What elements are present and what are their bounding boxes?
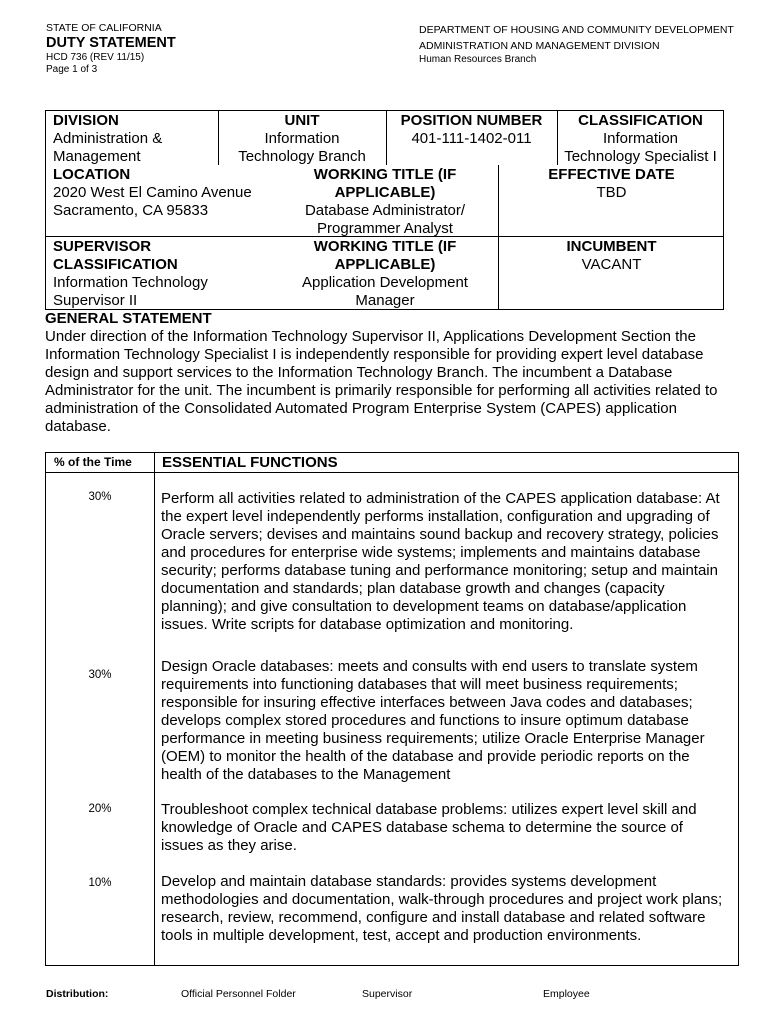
- function-line: Perform all activities related to administration of the CAPES application database: At: [161, 490, 720, 507]
- header-right: [419, 22, 734, 66]
- general-statement-line: Administrator for the unit. The incumbent is primarily responsible for performing all activities related to: [45, 382, 718, 399]
- incumbent-cell: [499, 238, 724, 274]
- incumbent-label: INCUMBENT: [566, 238, 657, 255]
- working-title-value-line1: Database Administrator/: [304, 202, 466, 219]
- branch-name: Human Resources Branch: [419, 54, 537, 65]
- division-label: DIVISION: [53, 112, 119, 129]
- general-statement-line: administration of the Consolidated Automated Program Enterprise System (CAPES) application: [45, 400, 677, 417]
- manager-title-value-line1: Application Development: [302, 274, 468, 291]
- location-value-line1: 2020 West El Camino Avenue: [53, 184, 252, 201]
- division-name: ADMINISTRATION AND MANAGEMENT DIVISION: [419, 40, 660, 52]
- position-number-cell: [386, 112, 557, 148]
- header-left: [46, 22, 176, 76]
- function-line: and procedures for enterprise wide systems; implements and maintains database: [161, 544, 701, 561]
- incumbent-value: VACANT: [581, 256, 642, 273]
- unit-value-line2: Technology Branch: [238, 148, 366, 165]
- function-line: Oracle servers; devises and maintains sound backup and recovery strategy, policies: [161, 526, 719, 543]
- location-label: LOCATION: [53, 166, 131, 183]
- function-line: planning); and give consultation to development teams on database/application: [161, 598, 687, 615]
- function-line: develops complex stored procedures and functions to insure optimum database: [161, 712, 689, 729]
- state-label: STATE OF CALIFORNIA: [46, 22, 162, 34]
- essential-functions-table: [45, 452, 739, 966]
- function-description: [161, 490, 733, 634]
- distribution-supervisor: Supervisor: [362, 988, 413, 1000]
- general-statement: [45, 310, 735, 436]
- classification-value-line1: Information: [602, 130, 679, 147]
- general-statement-line: database.: [45, 418, 111, 435]
- effective-date-label: EFFECTIVE DATE: [548, 166, 675, 183]
- supervisor-label-line2: CLASSIFICATION: [53, 256, 178, 273]
- working-title-value-line2: Programmer Analyst: [317, 220, 453, 237]
- function-line: Troubleshoot complex technical database problems: utilizes expert level skill and: [161, 801, 697, 818]
- classification-value-line2: Technology Specialist I: [564, 148, 717, 165]
- position-number-value: 401-111-1402-011: [411, 130, 532, 147]
- function-line: security; performs database tuning and performance monitoring; setup and maintain: [161, 562, 718, 579]
- function-line: knowledge of Oracle and CAPES database schema to determine the source of: [161, 819, 683, 836]
- distribution-opf: Official Personnel Folder: [181, 988, 296, 1000]
- effective-date-value: TBD: [596, 184, 627, 201]
- position-info-grid: [45, 110, 724, 310]
- form-number: HCD 736 (REV 11/15): [46, 52, 145, 63]
- function-description: [161, 658, 733, 784]
- document-title: DUTY STATEMENT: [46, 35, 176, 51]
- working-title-label-line1: WORKING TITLE (IF: [313, 166, 457, 183]
- manager-title-label-line1: WORKING TITLE (IF: [313, 238, 457, 255]
- classification-cell: [557, 112, 724, 166]
- function-description: [161, 873, 733, 945]
- function-line: the expert level independently performs installation, configuration and upgrading of: [161, 508, 710, 525]
- function-line: research, review, recommend, configure and install database and related software: [161, 909, 706, 926]
- percent-time-header: % of the Time: [54, 455, 132, 469]
- function-description: [161, 801, 733, 855]
- function-line: documentation and standards; plan database growth and changes (capacity: [161, 580, 665, 597]
- function-line: responsible for insuring effective interfaces between Java codes and databases;: [161, 694, 693, 711]
- function-percent: 20%: [88, 803, 112, 815]
- distribution-employee: Employee: [543, 988, 590, 1000]
- working-title-cell: [271, 166, 499, 238]
- general-statement-line: Under direction of the Information Technology Supervisor II, Applications Development Section the: [45, 328, 696, 345]
- function-line: issues as they arise.: [161, 837, 297, 854]
- function-line: methodologies and documentation, walk-through procedures and project work plans;: [161, 891, 723, 908]
- unit-value-line1: Information: [264, 130, 340, 147]
- division-value-line1: Administration &: [53, 130, 163, 147]
- general-statement-line: design and support services to the Information Technology Branch. The incumbent a Database: [45, 364, 673, 381]
- function-percent: 30%: [88, 491, 112, 503]
- essential-functions-header: ESSENTIAL FUNCTIONS: [162, 454, 338, 471]
- classification-label: CLASSIFICATION: [578, 112, 703, 129]
- column-divider: [154, 453, 155, 965]
- function-line: performance in meeting business requirements; utilize Oracle Enterprise Manager: [161, 730, 705, 747]
- manager-title-label-line2: APPLICABLE): [334, 256, 436, 273]
- division-value-line2: Management: [53, 148, 141, 165]
- function-line: issues. Write scripts for database optimization and monitoring.: [161, 616, 574, 633]
- unit-label: UNIT: [284, 112, 320, 129]
- table-header-row: [46, 453, 738, 473]
- location-value-line2: Sacramento, CA 95833: [53, 202, 209, 219]
- location-cell: [53, 166, 303, 220]
- general-statement-title: GENERAL STATEMENT: [45, 310, 212, 327]
- supervisor-cell: [53, 238, 273, 310]
- function-line: (OEM) to monitor the health of the database and provide periodic reports on the: [161, 748, 690, 765]
- supervisor-value-line1: Information Technology: [53, 274, 208, 291]
- working-title-label-line2: APPLICABLE): [334, 184, 436, 201]
- unit-cell: [218, 112, 386, 166]
- distribution-label: Distribution:: [46, 988, 109, 1000]
- function-line: tools in multiple development, test, accept and production environments.: [161, 927, 642, 944]
- manager-working-title-cell: [271, 238, 499, 310]
- general-statement-line: Information Technology Specialist I is independently responsible for providing expert level database: [45, 346, 704, 363]
- effective-date-cell: [499, 166, 724, 202]
- supervisor-value-line2: Supervisor II: [53, 292, 138, 309]
- page-indicator: Page 1 of 3: [46, 64, 98, 75]
- function-percent: 10%: [88, 877, 112, 889]
- function-line: health of the databases to the Management: [161, 766, 451, 783]
- function-percent: 30%: [88, 669, 112, 681]
- function-line: Design Oracle databases: meets and consults with end users to translate system: [161, 658, 698, 675]
- function-line: requirements into functioning databases that will meet business requirements;: [161, 676, 678, 693]
- position-number-label: POSITION NUMBER: [400, 112, 543, 129]
- supervisor-label-line1: SUPERVISOR: [53, 238, 152, 255]
- department-name: DEPARTMENT OF HOUSING AND COMMUNITY DEVELOPMENT: [419, 24, 734, 36]
- function-line: Develop and maintain database standards: provides systems development: [161, 873, 657, 890]
- division-cell: [53, 112, 218, 166]
- manager-title-value-line2: Manager: [355, 292, 415, 309]
